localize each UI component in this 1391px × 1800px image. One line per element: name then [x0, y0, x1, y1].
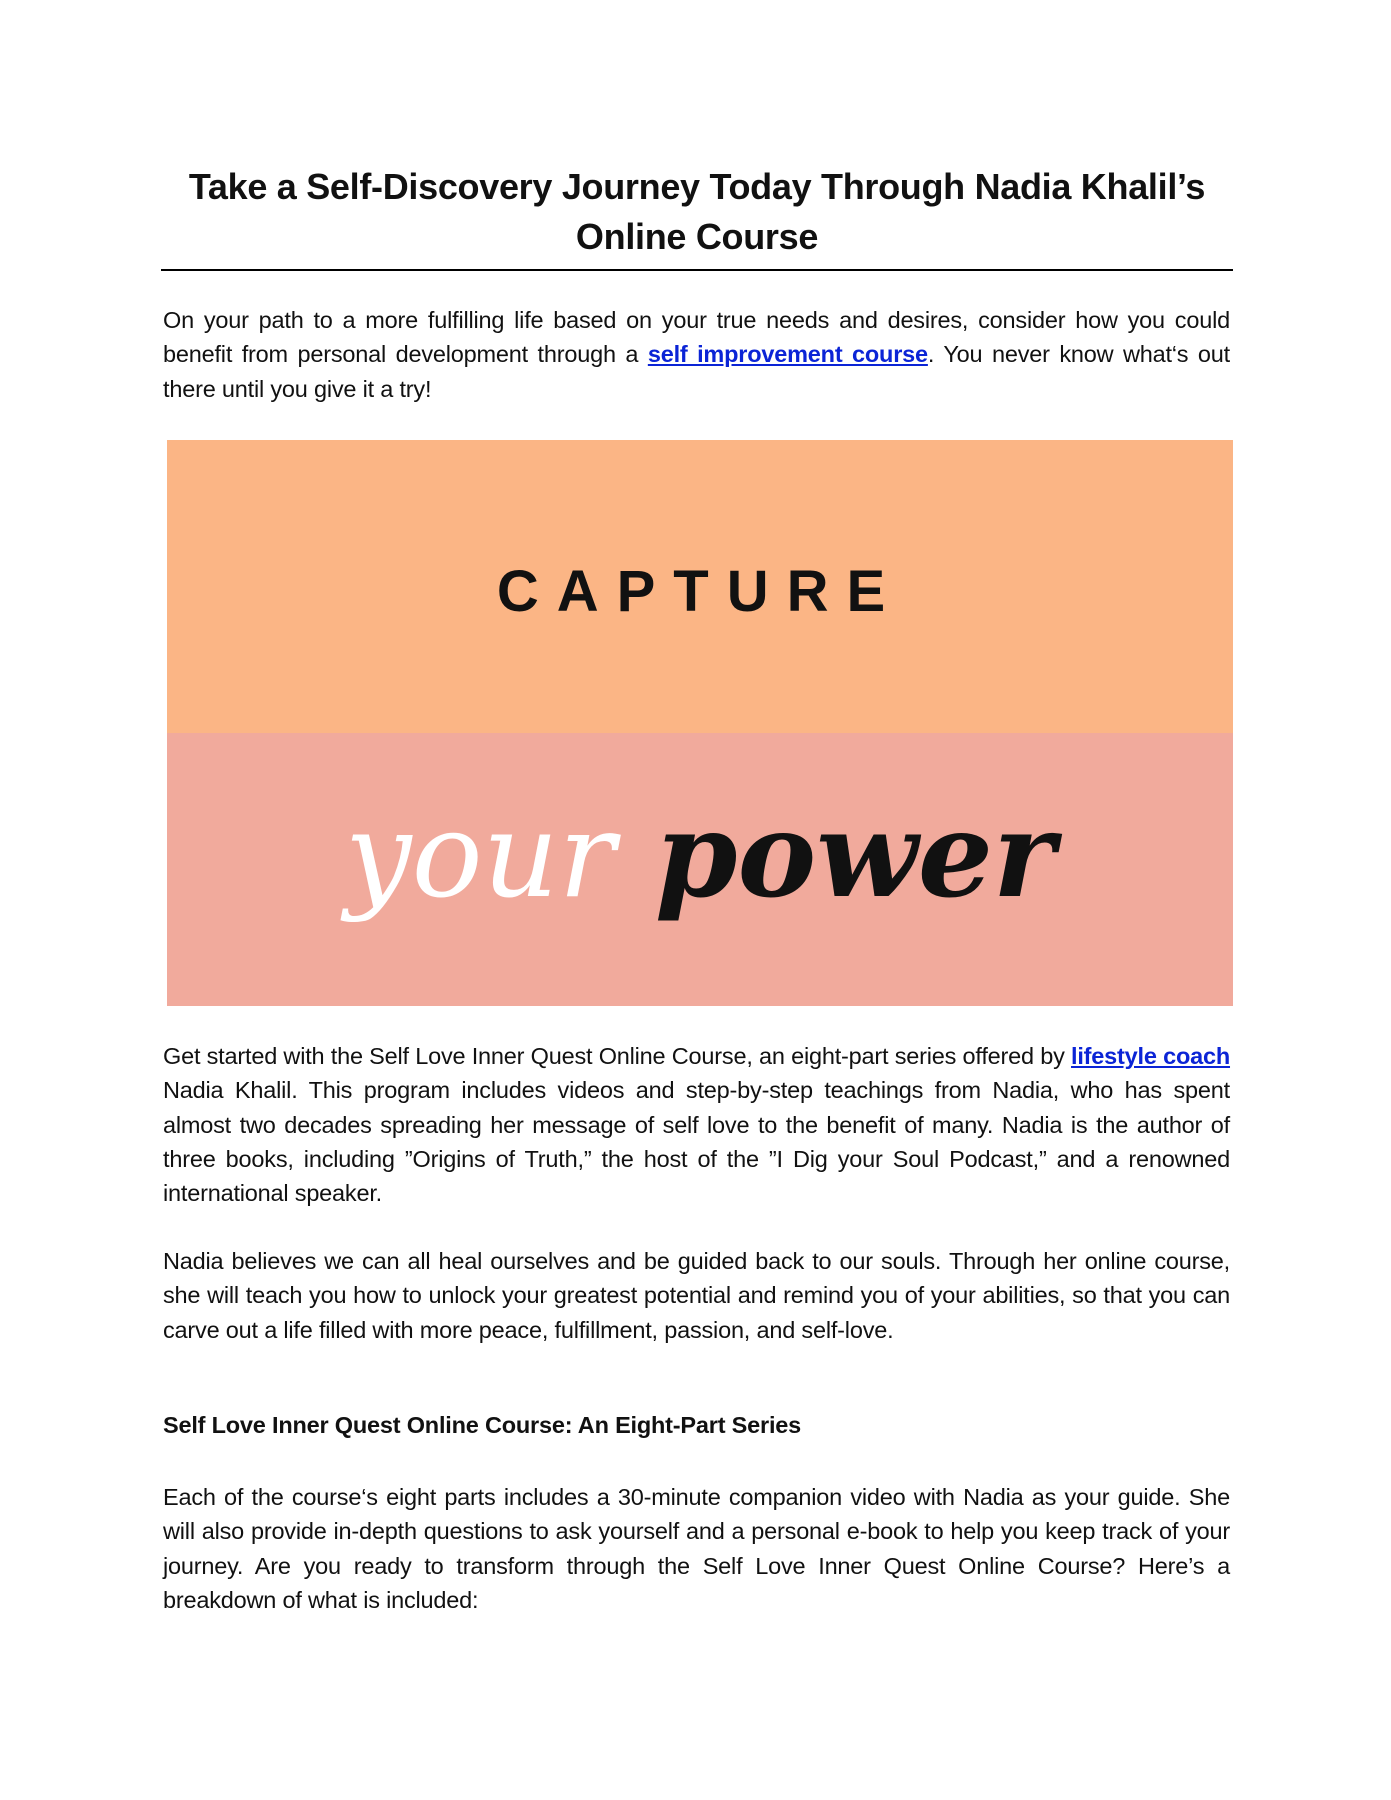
hero-capture-text: CAPTURE — [496, 559, 904, 624]
course-intro-text: Get started with the Self Love Inner Quest Online Course, an eight-part series offered by — [163, 1043, 1072, 1069]
page-title: Take a Self-Discovery Journey Today Through Nadia Khalil’s Online Course — [188, 166, 1206, 257]
intro-text-end: . You never know what‘s out there until you give it a try! — [163, 341, 1230, 402]
hero-power-text: power — [655, 785, 1056, 924]
course-intro-paragraph — [163, 1039, 1230, 1210]
title-divider — [161, 269, 1233, 271]
hero-bottom-band — [167, 733, 1233, 1006]
capture-your-power-image — [167, 440, 1233, 1006]
hero-top-band — [167, 440, 1233, 733]
section-heading: Self Love Inner Quest Online Course: An Eight-Part Series — [163, 1412, 802, 1438]
self-improvement-course-link[interactable]: self improvement course — [647, 341, 928, 368]
hero-script-text — [345, 785, 1055, 924]
intro-paragraph — [163, 303, 1230, 406]
course-details-paragraph: Each of the course‘s eight parts includes a 30-minute companion video with Nadia as your guide. She will also provide in-depth questions to ask yourself and a personal e-book to help you keep track of your journey. Are you ready to transform through the Self Love Inner Quest Online Course? Here’s a breakdown of what is included: — [163, 1484, 1230, 1613]
hero-your-text: your — [344, 786, 616, 924]
nadia-beliefs-paragraph: Nadia believes we can all heal ourselves and be guided back to our souls. Through her online course, she will teach you how to unlock your greatest potential and remind you of your abilities, so that you can carve out a life filled with more peace, fulfillment, passion, and self-love. — [163, 1248, 1230, 1343]
course-intro-text-end: Nadia Khalil. This program includes videos and step-by-step teachings from Nadia, who has spent almost two decades spreading her message of self love to the benefit of many. Nadia is the author of three books, including ”Origins of Truth,” the host of the ”I Dig your Soul Podcast,” and a renowned international speaker. — [163, 1077, 1230, 1207]
intro-text: On your path to a more fulfilling life based on your true needs and desires, consider how you could benefit from personal development through a — [163, 307, 1230, 368]
lifestyle-coach-link[interactable]: lifestyle coach — [1071, 1043, 1231, 1069]
